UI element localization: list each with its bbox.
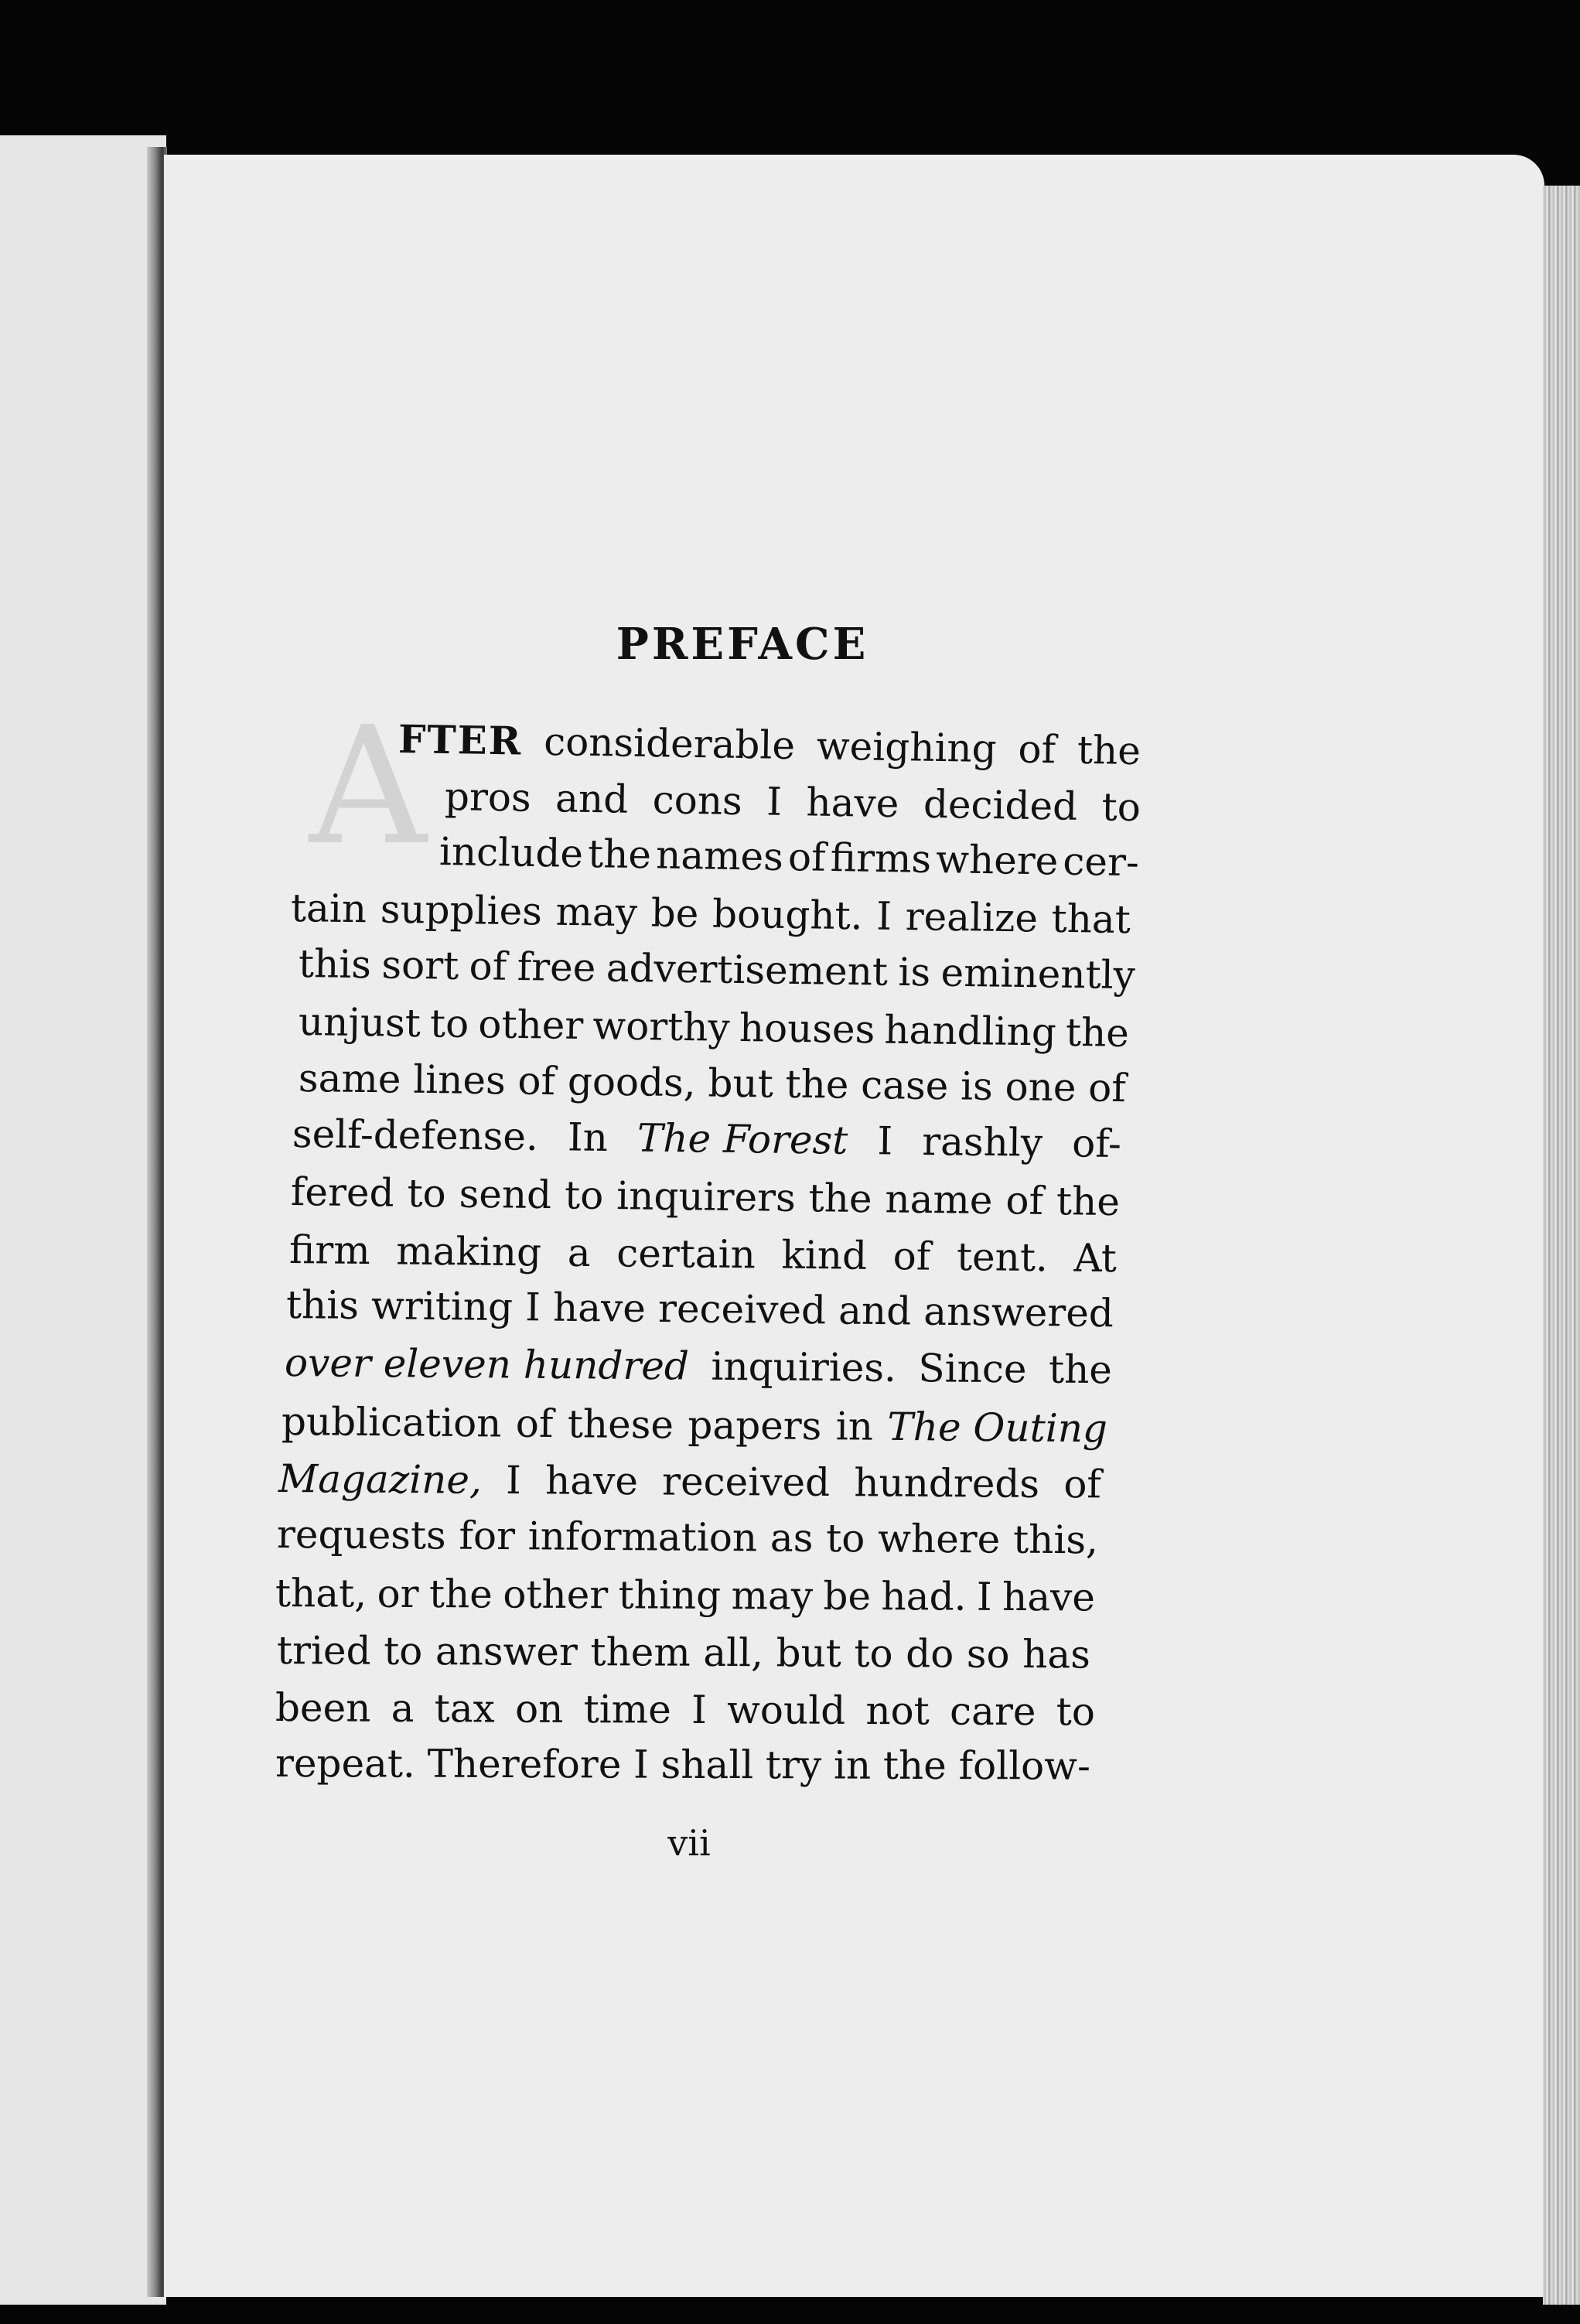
word: unjust (298, 999, 421, 1046)
word: on (514, 1686, 564, 1732)
word: advertisement (606, 945, 889, 995)
word: time (583, 1687, 671, 1732)
word: tain (290, 886, 367, 932)
word: Magazine, (278, 1456, 483, 1503)
word: tax (434, 1686, 495, 1732)
word: the (1077, 727, 1141, 774)
word: information (527, 1514, 758, 1561)
word: answered (923, 1288, 1114, 1336)
word: firms (830, 834, 932, 882)
word: care (949, 1688, 1036, 1735)
word: tent. (956, 1234, 1049, 1281)
word: kind (781, 1232, 868, 1278)
word: bought. (712, 891, 863, 939)
word: or (377, 1571, 419, 1616)
word: I (766, 779, 783, 824)
word: send (459, 1171, 552, 1218)
word: of (787, 834, 827, 880)
word: repeat. (275, 1741, 415, 1787)
word: that, (275, 1571, 367, 1616)
word: in (835, 1404, 874, 1449)
text-line (299, 1050, 1127, 1116)
word: At (1073, 1235, 1118, 1281)
word: these (567, 1401, 674, 1448)
word: the (808, 1176, 872, 1222)
page-number: vii (667, 1822, 711, 1864)
word: papers (688, 1402, 822, 1449)
text-line (275, 1735, 1090, 1794)
word: In (567, 1114, 609, 1160)
word: supplies (380, 886, 543, 934)
text-line (289, 1222, 1118, 1286)
word: is (960, 1063, 994, 1109)
word: rashly (921, 1118, 1043, 1165)
word: requests (276, 1512, 446, 1558)
word: I (875, 893, 892, 939)
word: same (298, 1056, 401, 1102)
word: the (1056, 1179, 1121, 1225)
word: other (503, 1572, 609, 1618)
word: of (1005, 1178, 1044, 1223)
word: decided (923, 781, 1078, 829)
word: case (860, 1062, 949, 1109)
word: goods, (567, 1059, 697, 1106)
word: where (877, 1516, 1001, 1562)
word: received (661, 1459, 831, 1505)
word: other (477, 1002, 584, 1049)
text-line (277, 1623, 1090, 1683)
word: this (298, 941, 372, 988)
word: eminently (940, 950, 1136, 998)
word: this, (1012, 1517, 1099, 1563)
word: of (517, 1058, 556, 1104)
word: Since (918, 1346, 1027, 1392)
word: I (691, 1687, 707, 1732)
word: may (731, 1573, 814, 1619)
text-line (275, 1565, 1095, 1626)
word: of (1087, 1065, 1127, 1111)
word: that (1051, 896, 1131, 943)
word: and (555, 776, 629, 822)
word: of (1063, 1462, 1102, 1507)
word: this (285, 1282, 360, 1328)
word: follow- (958, 1743, 1091, 1789)
word: where (935, 837, 1059, 884)
word: I (976, 1574, 992, 1619)
word: is (898, 949, 931, 995)
word: cons (652, 777, 743, 824)
word: the (428, 1572, 493, 1617)
word: of- (1071, 1121, 1122, 1167)
text-line (298, 936, 1135, 1003)
word: tried (276, 1628, 371, 1674)
word: but (708, 1060, 774, 1107)
word: I (877, 1118, 893, 1164)
drop-cap: A (309, 691, 427, 881)
word: cer- (1062, 838, 1140, 886)
word: free (517, 944, 596, 991)
word: to (564, 1172, 604, 1218)
text-line (439, 824, 1139, 890)
word: I (633, 1742, 649, 1787)
word: the (1065, 1009, 1130, 1056)
word: realize (905, 894, 1039, 941)
word: I (524, 1285, 541, 1330)
word: the (1048, 1346, 1113, 1393)
word: lines (412, 1056, 507, 1104)
word: to (384, 1628, 423, 1674)
text-line (291, 1164, 1121, 1230)
word: the (882, 1742, 947, 1789)
word: have (1002, 1574, 1096, 1620)
word: self-defense. (292, 1111, 539, 1159)
word: of (469, 944, 507, 989)
word: for (459, 1513, 516, 1559)
word: have (806, 780, 899, 827)
word: Therefore (427, 1741, 622, 1787)
word: be (650, 890, 699, 937)
word: has (1022, 1632, 1091, 1677)
word: include (439, 829, 584, 876)
word: inquirers (616, 1173, 797, 1220)
word: fered (290, 1169, 394, 1216)
facing-page-edge (0, 135, 166, 2305)
word: them (590, 1630, 691, 1675)
word: received (657, 1286, 827, 1333)
word: so (966, 1631, 1010, 1677)
word: shall (660, 1742, 754, 1788)
text-line (275, 1680, 1095, 1740)
text-line (285, 1335, 1113, 1397)
word: pros (444, 774, 532, 821)
word: to (1056, 1689, 1096, 1735)
word: The Outing (887, 1404, 1108, 1452)
word: houses (739, 1005, 875, 1053)
word: to (429, 1001, 469, 1047)
word: thing (618, 1572, 722, 1619)
word: a (391, 1685, 415, 1731)
text-line (298, 994, 1129, 1061)
word: of (515, 1401, 554, 1447)
word: names (655, 832, 784, 879)
word: had. (881, 1574, 967, 1619)
word: not (865, 1688, 930, 1734)
word: and (838, 1288, 912, 1334)
word: FTER (398, 716, 523, 764)
word: in (833, 1742, 872, 1788)
word: answer (435, 1629, 578, 1675)
word: to (825, 1515, 865, 1561)
word: have (544, 1458, 639, 1504)
word: over eleven hundred (284, 1340, 690, 1389)
word: all, (703, 1630, 764, 1676)
word: one (1005, 1064, 1077, 1111)
word: weighing (816, 723, 998, 772)
word: a (567, 1230, 591, 1276)
preface-heading: PREFACE (616, 619, 869, 670)
word: handling (884, 1007, 1057, 1055)
text-line (282, 1394, 1108, 1456)
word: may (555, 889, 638, 936)
word: The Forest (636, 1115, 848, 1163)
text-line (286, 1277, 1114, 1341)
word: making (396, 1228, 542, 1275)
word: do (906, 1631, 954, 1677)
word: writing (370, 1283, 514, 1330)
word: as (770, 1515, 814, 1561)
word: name (885, 1176, 993, 1223)
word: have (552, 1285, 647, 1331)
word: of (892, 1234, 931, 1279)
word: would (726, 1688, 846, 1733)
word: been (275, 1685, 371, 1731)
word: but (776, 1630, 842, 1676)
word: try (765, 1742, 822, 1788)
text-line (278, 1451, 1101, 1512)
word: to (407, 1170, 447, 1217)
word: the (785, 1061, 849, 1107)
text-line (277, 1507, 1098, 1568)
word: of (1018, 726, 1056, 773)
word: to (1101, 784, 1141, 831)
word: publication (281, 1399, 502, 1446)
page-fore-edge (1543, 186, 1580, 2305)
text-line (398, 712, 1141, 779)
word: I (505, 1458, 522, 1503)
word: certain (616, 1230, 756, 1278)
word: worthy (592, 1003, 731, 1050)
word: considerable (543, 718, 796, 769)
word: to (854, 1630, 893, 1677)
text-line (292, 1106, 1122, 1172)
word: the (587, 831, 652, 878)
word: hundreds (854, 1460, 1040, 1507)
word: inquiries. (711, 1343, 897, 1391)
word: be (823, 1573, 872, 1619)
word: firm (288, 1227, 370, 1274)
word: sort (381, 942, 459, 988)
